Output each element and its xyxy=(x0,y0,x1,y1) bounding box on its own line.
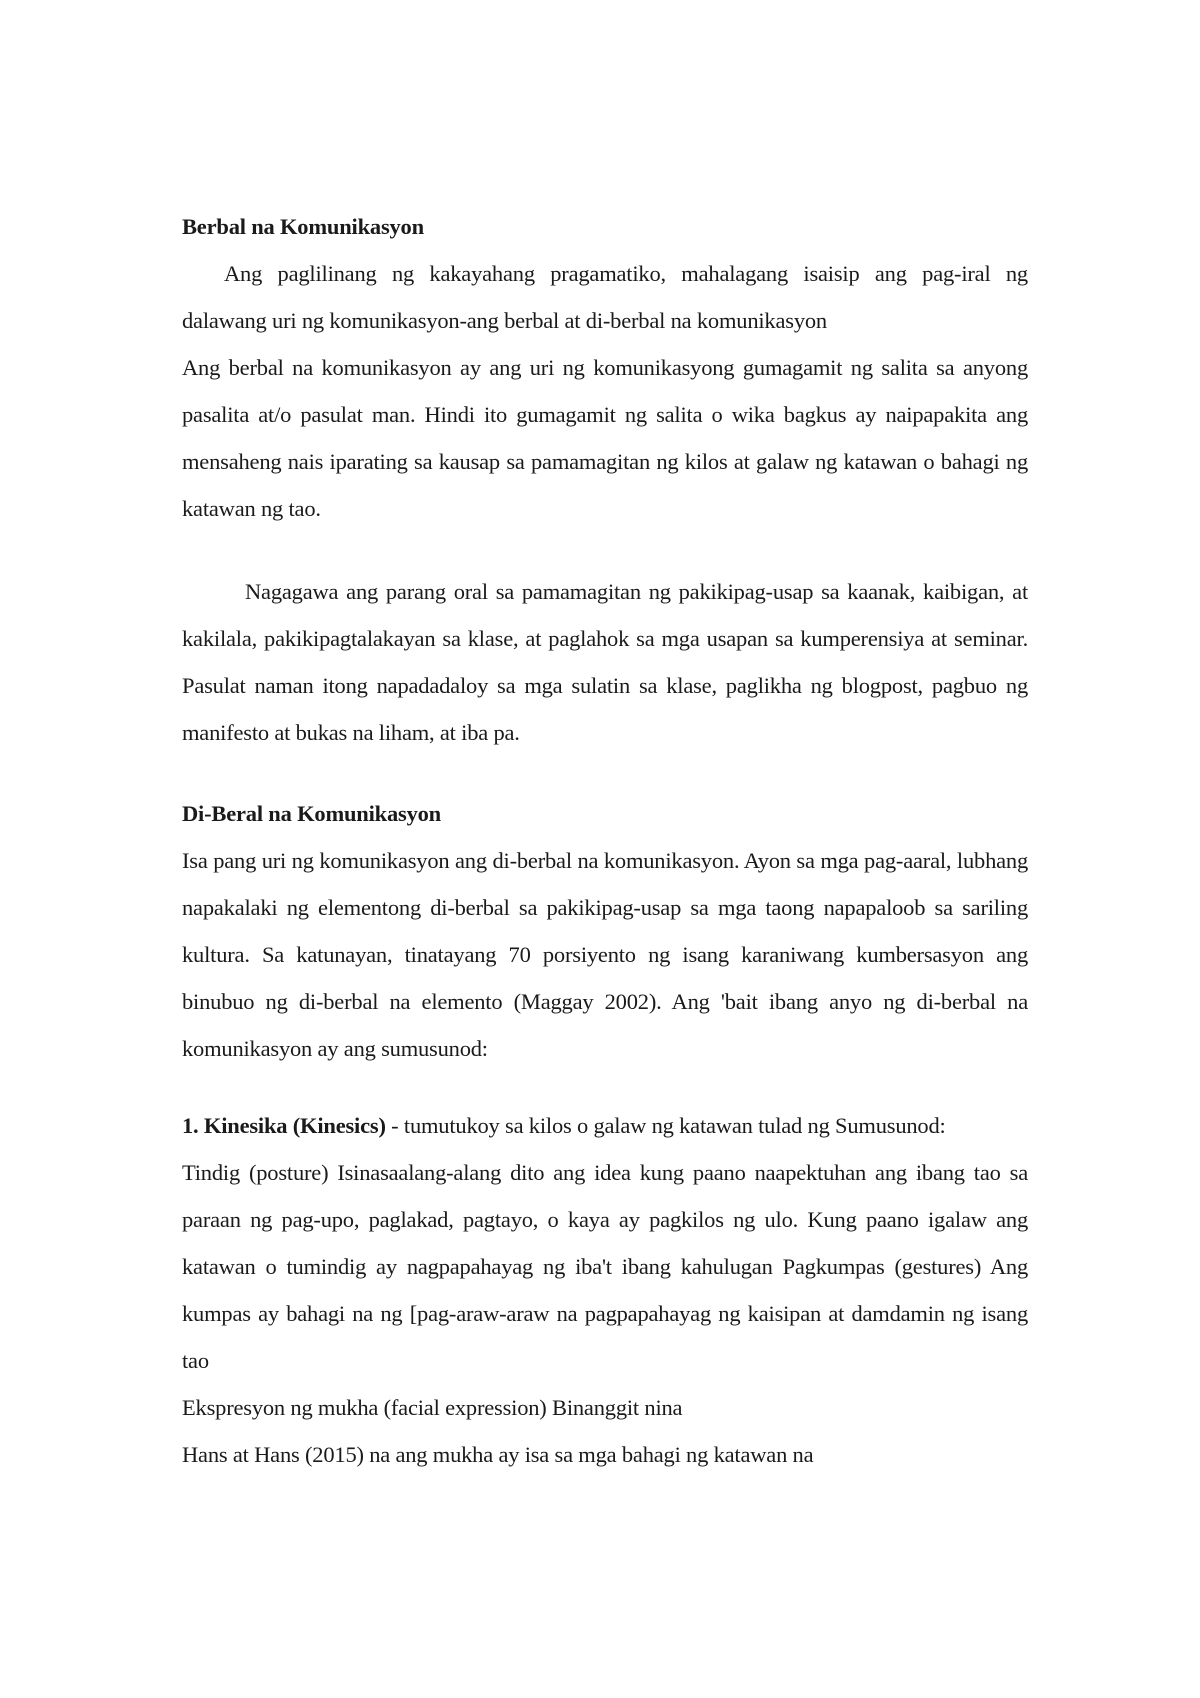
spacer xyxy=(182,532,1028,568)
document-body xyxy=(182,203,1028,1478)
paragraph-hans: Hans at Hans (2015) na ang mukha ay isa sa mga bahagi ng katawan na xyxy=(182,1442,814,1467)
paragraph-di-berbal: Isa pang uri ng komunikasyon ang di-berbal na komunikasyon. Ayon sa mga pag-aaral, lubhang napakalaki ng elementong di-berbal sa pakikipag-usap sa mga taong napapaloob sa sariling kultura. Sa katunayan, tinatayang 70 porsiyento ng isang karaniwang kumbersasyon ang binubuo ng di-berbal na elemento (Maggay 2002). Ang 'bait ibang anyo ng di-berbal na komunikasyon ay ang sumusunod: xyxy=(182,848,1028,1061)
list-item-kinesika xyxy=(182,1102,1028,1149)
list-item-kinesika-text: - tumutukoy sa kilos o galaw ng katawan tulad ng Sumusunod: xyxy=(385,1113,946,1138)
paragraph-oral-pasulat: Nagagawa ang parang oral sa pamamagitan ng pakikipag-usap sa kaanak, kaibigan, at kakilala, pakikipagtalakayan sa klase, at paglahok sa mga usapan sa kumperensiya at seminar. Pasulat naman itong napadadaloy sa mga sulatin sa klase, paglikha ng blogpost, pagbuo ng manifesto at bukas na liham, at iba pa. xyxy=(182,579,1028,745)
paragraph-intro: Ang paglilinang ng kakayahang pragamatiko, mahalagang isaisip ang pag-iral ng dalawang uri ng komunikasyon-ang berbal at di-berbal na komunikasyon xyxy=(182,261,1028,333)
spacer xyxy=(182,756,1028,790)
section-heading-di-berbal: Di-Beral na Komunikasyon xyxy=(182,801,441,826)
paragraph-ekspresyon: Ekspresyon ng mukha (facial expression) Binanggit nina xyxy=(182,1395,683,1420)
paragraph-tindig: Tindig (posture) Isinasaalang-alang dito ang idea kung paano naapektuhan ang ibang tao sa paraan ng pag-upo, paglakad, pagtayo, o kaya ay pagkilos ng ulo. Kung paano igalaw ang katawan o tumindig ay nagpapahayag ng iba't ibang kahulugan Pagkumpas (gestures) Ang kumpas ay bahagi na ng [pag-araw-araw na pagpapahayag ng kaisipan at damdamin ng isang tao xyxy=(182,1160,1028,1373)
spacer xyxy=(182,1072,1028,1102)
section-heading-berbal: Berbal na Komunikasyon xyxy=(182,214,424,239)
paragraph-berbal-definition: Ang berbal na komunikasyon ay ang uri ng komunikasyong gumagamit ng salita sa anyong pasalita at/o pasulat man. Hindi ito gumagamit ng salita o wika bagkus ay naipapakita ang mensaheng nais iparating sa kausap sa pamamagitan ng kilos at galaw ng katawan o bahagi ng katawan ng tao. xyxy=(182,355,1028,521)
list-item-kinesika-title: 1. Kinesika (Kinesics) xyxy=(182,1113,386,1138)
